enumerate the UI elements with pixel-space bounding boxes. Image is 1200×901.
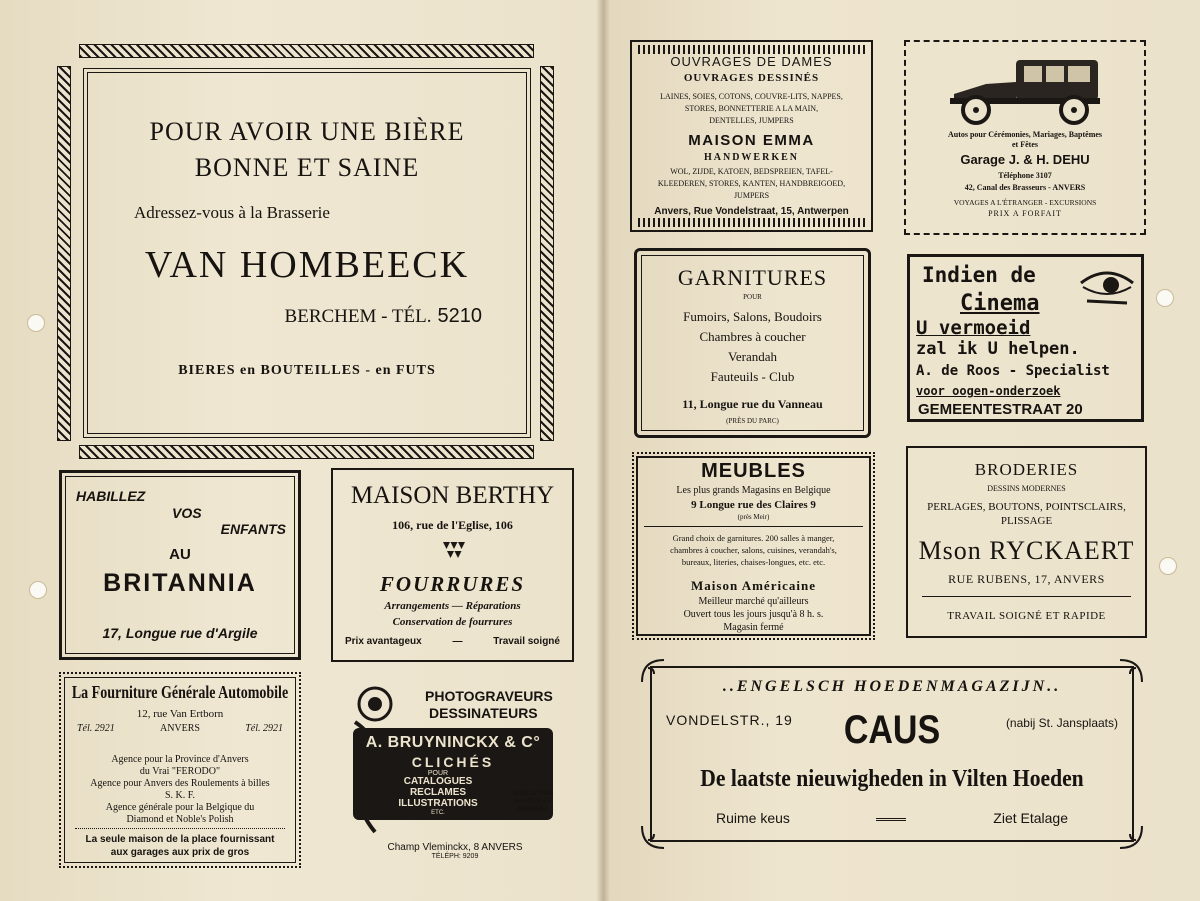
address-note: (près Meir)	[737, 513, 770, 521]
shop-subtitle: DESSINS MODERNES	[987, 484, 1066, 493]
etc-label: ETC.	[431, 810, 445, 816]
travel-line: VOYAGES A L'ÉTRANGER - EXCURSIONS	[953, 198, 1097, 207]
agency-line: Agence pour Anvers des Roulements à billes	[90, 778, 270, 789]
ad-garage-dehu	[904, 40, 1146, 235]
phone-number: 5210	[437, 305, 482, 327]
footer-text	[634, 595, 873, 634]
headline-line-2: BONNE ET SAINE	[194, 153, 420, 182]
location-note: (nabij St. Jansplaats)	[1005, 716, 1118, 730]
footer-line: La seule maison de la place fournissant	[85, 834, 275, 845]
description-line: bureaux, literies, chaises-longues, etc. etc.	[681, 557, 826, 567]
punch-hole	[1159, 557, 1177, 575]
service-item: CATALOGUES	[403, 776, 473, 787]
footer-right: Travail soigné	[493, 636, 560, 647]
cinema-line-3: U vermoeid	[916, 317, 1031, 339]
pour-label: POUR	[427, 770, 449, 777]
corner-flourish-icon	[1118, 822, 1148, 852]
tel-left: Tél. 2921	[77, 723, 115, 734]
product-list	[637, 307, 868, 387]
product-list	[908, 500, 1145, 528]
title-line-2: OUVRAGES DESSINÉS	[683, 72, 820, 84]
ad-bruyninckx	[345, 682, 565, 864]
product-line: WOL, ZIJDE, KATOEN, BEDSPREIEN, TAFEL-	[670, 167, 833, 176]
britannia-line-4: AU	[169, 546, 191, 563]
ornament-border	[57, 66, 71, 441]
footer-text	[61, 833, 299, 859]
execution-note: EXÉCUTION RAPIDE ET SOIGNÉE	[512, 790, 554, 813]
brewery-name: VAN HOMBEECK	[144, 244, 470, 286]
shop-tagline: De laatste nieuwigheden in Vilten Hoeden	[700, 766, 1084, 792]
choice-note: Ruime keus	[716, 810, 790, 826]
service-line-2: Conservation de fourrures	[392, 616, 513, 628]
product-list-nl	[632, 166, 871, 202]
shop-address: 9 Longue rue des Claires 9	[691, 499, 816, 511]
britannia-line-3: ENFANTS	[220, 521, 286, 537]
shop-title: GARNITURES	[677, 265, 828, 290]
intro-text: Adressez-vous à la Brasserie	[134, 203, 330, 222]
divider	[75, 828, 285, 829]
vintage-car-icon	[946, 54, 1106, 126]
footer-line: aux garages aux prix de gros	[110, 847, 250, 858]
price-line: PRIX A FORFAIT	[988, 209, 1062, 218]
shop-note: (PRÈS DU PARC)	[726, 417, 779, 425]
agency-line: S. K. F.	[164, 790, 196, 801]
title-line-1: OUVRAGES DE DAMES	[670, 54, 833, 69]
store-name: MAISON BERTHY	[350, 482, 555, 509]
ad-fourniture-automobile	[59, 672, 301, 868]
book-gutter	[596, 0, 610, 901]
store-address: Anvers, Rue Vondelstraat, 15, Antwerpen	[654, 206, 849, 217]
ad-garnitures	[634, 248, 871, 438]
specialist-name: A. de Roos - Specialist	[916, 363, 1110, 379]
specialty-line: voor oogen-onderzoek	[916, 384, 1061, 398]
ad-broderies	[906, 446, 1147, 638]
city: ANVERS	[159, 723, 200, 734]
footer-line: Meilleur marché qu'ailleurs	[698, 596, 809, 607]
company-phone: TÉLÉPH: 9209	[431, 853, 479, 860]
greek-key-border	[638, 45, 865, 54]
ad-van-hombeeck	[57, 44, 554, 461]
section-title: FOURRURES	[379, 572, 526, 596]
divider	[876, 818, 906, 821]
shop-name: Mson RYCKAERT	[918, 536, 1135, 565]
shop-title: MEUBLES	[701, 460, 806, 482]
display-note: Ziet Etalage	[993, 810, 1068, 826]
shop-title: BRODERIES	[974, 460, 1079, 479]
punch-hole	[29, 581, 47, 599]
pour-label: POUR	[743, 293, 762, 301]
ad-meubles	[632, 452, 875, 640]
agency-text	[61, 754, 299, 826]
description-line: chambres à coucher, salons, cuisines, verandah's,	[670, 545, 837, 555]
garage-phone: Téléphone 3107	[998, 171, 1052, 180]
store-address: 17, Longue rue d'Argile	[102, 625, 258, 641]
triangle-ornament-icon	[443, 542, 465, 560]
product-line: Verandah	[727, 349, 778, 364]
cinema-line-4: zal ik U helpen.	[916, 339, 1080, 359]
service-line: et Fêtes	[1012, 140, 1038, 149]
store-address: 106, rue de l'Eglise, 106	[392, 518, 513, 532]
service-line: Autos pour Cérémonies, Mariages, Baptêmes	[947, 130, 1103, 139]
product-line: DENTELLES, JUMPERS	[709, 116, 794, 125]
divider	[644, 526, 863, 527]
punch-hole	[27, 314, 45, 332]
telephone-row	[61, 723, 299, 734]
cinema-line-1: Indien de	[922, 263, 1036, 287]
product-line: JUMPERS	[733, 191, 770, 200]
footer-line: Ouvert tous les jours jusqu'à 8 h. s.	[683, 609, 824, 620]
agency-line: Diamond et Noble's Polish	[126, 814, 234, 825]
footer-text: TRAVAIL SOIGNÉ ET RAPIDE	[947, 610, 1106, 622]
footer-dash: —	[452, 636, 463, 647]
ornament-border	[540, 66, 554, 441]
eye-icon	[1077, 261, 1137, 309]
service-text	[906, 130, 1144, 150]
ad-caus-hoedenmagazijn	[636, 656, 1148, 852]
divider	[922, 596, 1131, 597]
product-line: LAINES, SOIES, COTONS, COUVRE-LITS, NAPPES,	[660, 92, 843, 101]
service-item: RECLAMES	[409, 787, 467, 798]
britannia-line-1: HABILLEZ	[76, 488, 146, 504]
ad-indien-de-cinema	[907, 254, 1144, 422]
product-line: PERLAGES, BOUTONS, POINTSCLAIRS,	[927, 501, 1126, 513]
ad-maison-emma	[630, 40, 873, 232]
corner-flourish-icon	[636, 822, 666, 852]
shop-name: CAUS	[843, 708, 941, 752]
ornament-border	[79, 445, 534, 459]
garage-name: Garage J. & H. DEHU	[960, 152, 1090, 167]
company-name: La Fourniture Générale Automobile	[71, 684, 289, 703]
product-line: KLEEDEREN, STORES, KANTEN, HANDBREIGOED,	[657, 179, 846, 188]
agency-line: du Vrai "FERODO"	[139, 766, 221, 777]
product-description	[634, 532, 873, 568]
address-text: BERCHEM - TÉL.	[284, 306, 432, 327]
greek-key-border	[638, 218, 865, 227]
agency-line: Agence générale pour la Belgique du	[105, 802, 255, 813]
cliches-label: CLICHÉS	[411, 754, 495, 770]
agency-line: Agence pour la Province d'Anvers	[111, 754, 249, 765]
description-line: Grand choix de garnitures. 200 salles à manger,	[672, 533, 835, 543]
store-name: BRITANNIA	[103, 569, 257, 597]
product-line: PLISSAGE	[1000, 515, 1053, 527]
shop-address: VONDELSTR., 19	[666, 712, 793, 728]
shop-name: Maison Américaine	[691, 578, 816, 593]
footer-row	[333, 636, 572, 647]
header-line-2: DESSINATEURS	[429, 705, 538, 721]
shop-address: 11, Longue rue du Vanneau	[682, 397, 823, 411]
cinema-address: GEMEENTESTRAAT 20	[918, 401, 1083, 418]
headline-line-1: POUR AVOIR UNE BIÈRE	[149, 117, 465, 146]
brewery-address	[285, 305, 482, 328]
intro-line: Les plus grands Magasins en Belgique	[676, 485, 831, 496]
brewery-tagline: BIERES en BOUTEILLES - en FUTS	[178, 363, 436, 378]
britannia-line-2: VOS	[172, 505, 202, 521]
ornament-border	[79, 44, 534, 58]
cinema-title: Cinema	[960, 291, 1040, 316]
footer-line: Magasin fermé	[723, 622, 784, 633]
service-item: ILLUSTRATIONS	[398, 798, 478, 809]
product-line: Fumoirs, Salons, Boudoirs	[683, 309, 822, 324]
ad-maison-berthy	[331, 468, 574, 662]
punch-hole	[1156, 289, 1174, 307]
store-name: MAISON EMMA	[688, 132, 815, 149]
shop-address: RUE RUBENS, 17, ANVERS	[948, 572, 1105, 586]
inner-frame	[87, 72, 527, 434]
product-list-fr	[632, 91, 871, 127]
footer-left: Prix avantageux	[345, 636, 422, 647]
garage-address: 42, Canal des Brasseurs - ANVERS	[964, 183, 1086, 192]
company-name: A. BRUYNINCKX & C°	[365, 734, 541, 751]
product-line: Chambres à coucher	[699, 329, 806, 344]
tel-right: Tél. 2921	[245, 723, 283, 734]
store-subtitle: HANDWERKEN	[703, 152, 799, 163]
company-address: Champ Vleminckx, 8 ANVERS	[387, 842, 523, 853]
company-address: 12, rue Van Ertborn	[136, 708, 224, 720]
ad-britannia	[59, 470, 301, 660]
product-line: STORES, BONNETTERIE A LA MAIN,	[684, 104, 819, 113]
header-line-1: PHOTOGRAVEURS	[425, 688, 553, 704]
service-line-1: Arrangements — Réparations	[384, 600, 521, 612]
shop-title: ..ENGELSCH HOEDENMAGAZIJN..	[722, 678, 1062, 695]
product-line: Fauteuils - Club	[710, 369, 795, 384]
